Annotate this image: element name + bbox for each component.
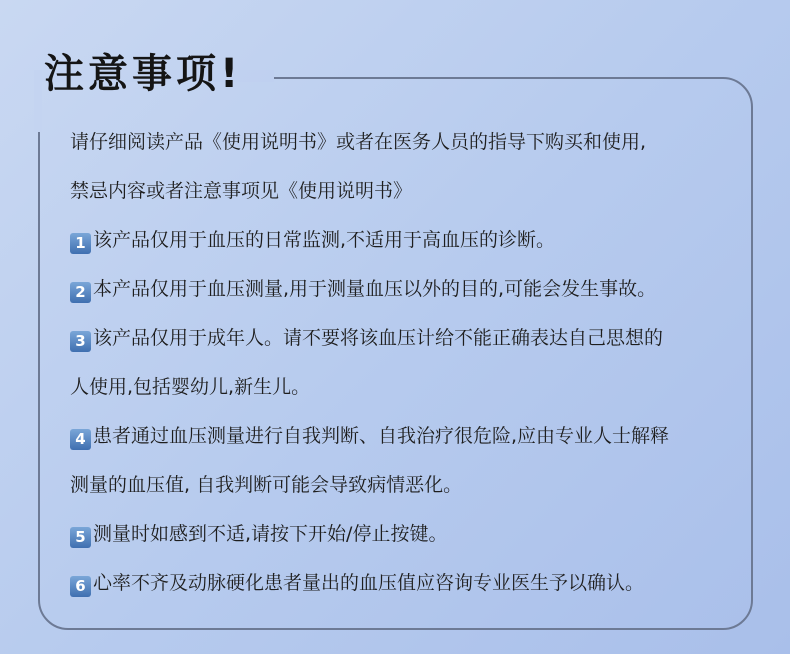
notice-text: 心率不齐及动脉硬化患者量出的血压值应咨询专业医生予以确认。 <box>93 572 645 594</box>
frame-gap-left <box>34 70 42 132</box>
notice-text: 请仔细阅读产品《使用说明书》或者在医务人员的指导下购买和使用, <box>70 131 647 153</box>
notice-text: 该产品仅用于成年人。请不要将该血压计给不能正确表达自己思想的 <box>93 327 664 349</box>
notice-line <box>70 118 740 167</box>
notice-text: 测量时如感到不适,请按下开始/停止按键。 <box>93 523 448 545</box>
notice-item-4 <box>70 412 740 461</box>
notice-text: 本产品仅用于血压测量,用于测量血压以外的目的,可能会发生事故。 <box>93 278 657 300</box>
notice-text: 患者通过血压测量进行自我判断、自我治疗很危险,应由专业人士解释 <box>93 425 670 447</box>
notice-item-6 <box>70 559 740 608</box>
notice-line <box>70 363 740 412</box>
notice-item-3 <box>70 314 740 363</box>
notice-item-1 <box>70 216 740 265</box>
notice-item-5 <box>70 510 740 559</box>
notice-list <box>70 118 740 608</box>
notice-text: 人使用,包括婴幼儿,新生儿。 <box>70 376 311 398</box>
notice-text: 测量的血压值, 自我判断可能会导致病情恶化。 <box>70 474 463 496</box>
notice-line <box>70 167 740 216</box>
notice-line <box>70 461 740 510</box>
number-6-icon: 6 <box>70 576 91 597</box>
notice-text: 该产品仅用于血压的日常监测,不适用于高血压的诊断。 <box>93 229 556 251</box>
number-2-icon: 2 <box>70 282 91 303</box>
notice-text: 禁忌内容或者注意事项见《使用说明书》 <box>70 180 413 202</box>
number-5-icon: 5 <box>70 527 91 548</box>
notice-item-2 <box>70 265 740 314</box>
number-4-icon: 4 <box>70 429 91 450</box>
page-title: 注意事项! <box>44 51 243 97</box>
number-1-icon: 1 <box>70 233 91 254</box>
number-3-icon: 3 <box>70 331 91 352</box>
